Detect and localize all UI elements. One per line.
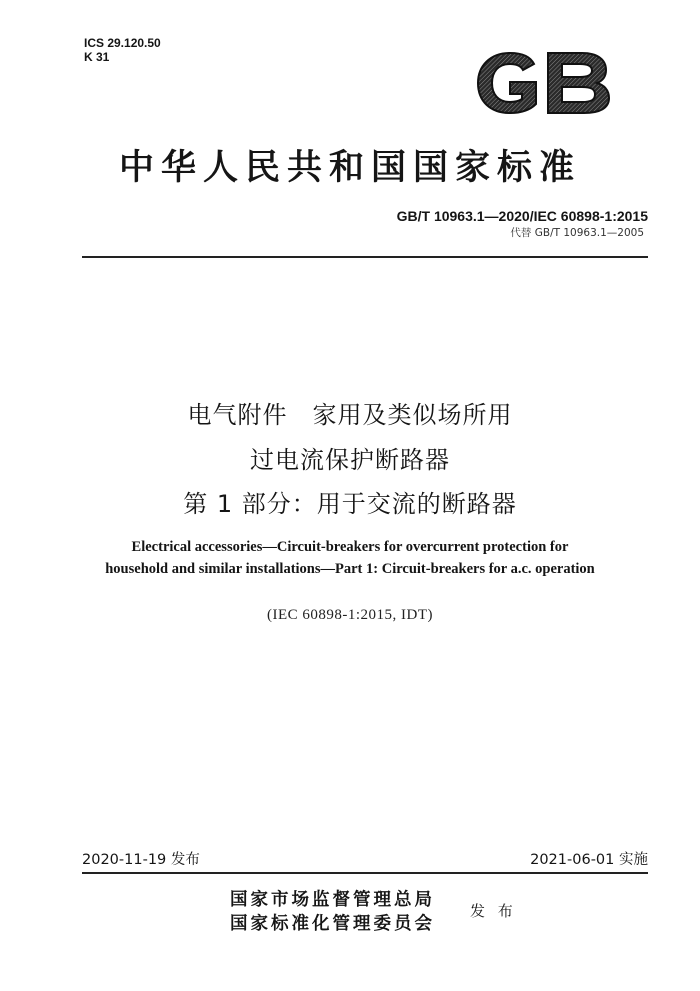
ics-code: ICS 29.120.50 [84,36,161,50]
publisher-samr: 国家市场监督管理总局 [230,890,435,910]
iec-equivalence: (IEC 60898-1:2015, IDT) [266,607,434,623]
en-title [50,536,650,580]
national-standard-title: 中华人民共和国国家标准 [118,147,581,188]
en-title-line-1: Electrical accessories—Circuit-breakers for overcurrent protection for [131,539,569,555]
en-title-line-2: household and similar installations—Part 1: Circuit-breakers for a.c. operation [105,561,595,577]
gb-logo-icon [470,48,616,118]
publisher-block [230,888,435,936]
cn-title-line-2: 过电流保护断路器 [250,446,450,474]
issue-date: 2020-11-19 发布 [82,852,200,868]
cn-title-line-1: 电气附件 家用及类似场所用 [187,401,513,429]
publish-action: 发 布 [470,902,517,920]
cn-title-line-3: 第 1 部分：用于交流的断路器 [183,490,517,518]
standard-number: GB/T 10963.1—2020/IEC 60898-1:2015 [396,208,648,224]
implementation-date: 2021-06-01 实施 [530,852,648,868]
publisher-sac: 国家标准化管理委员会 [230,914,435,934]
footer-divider [82,872,648,874]
replaces-standard: 代替 GB/T 10963.1—2005 [510,227,644,239]
ccs-code: K 31 [84,50,110,64]
header-divider [82,256,648,258]
classification-codes [84,36,161,64]
